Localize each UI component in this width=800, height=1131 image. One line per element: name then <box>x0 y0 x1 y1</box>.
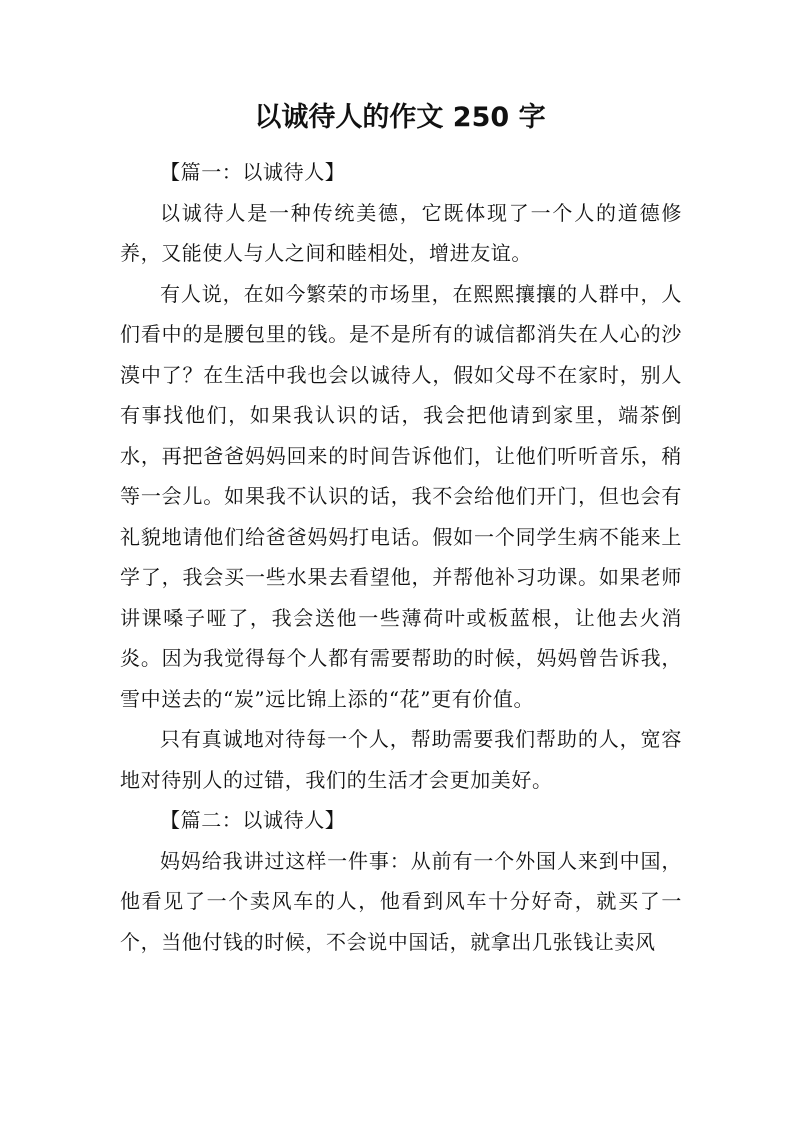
paragraph-1-2: 有人说，在如今繁荣的市场里，在熙熙攘攘的人群中，人们看中的是腰包里的钱。是不是所有的诚信都消失在人心的沙漠中了？在生活中我也会以诚待人，假如父母不在家时，别人有事找他们，如果我认识的话，我会把他请到家里，端茶倒水，再把爸爸妈妈回来的时间告诉他们，让他们听听音乐，稍等一会儿。如果我不认识的话，我不会给他们开门，但也会有礼貌地请他们给爸爸妈妈打电话。假如一个同学生病不能来上学了，我会买一些水果去看望他，并帮他补习功课。如果老师讲课嗓子哑了，我会送他一些薄荷叶或板蓝根，让他去火消炎。因为我觉得每个人都有需要帮助的时候，妈妈曾告诉我，雪中送去的“炭”远比锦上添的“花”更有价值。 <box>120 281 682 711</box>
document-title: 以诚待人的作文 250 字 <box>254 102 546 133</box>
document-body <box>120 152 682 962</box>
paragraph-1-3: 只有真诚地对待每一个人，帮助需要我们帮助的人，宽容地对待别人的过错，我们的生活才会更加美好。 <box>120 727 682 792</box>
section-heading-1: 【篇一：以诚待人】 <box>160 160 346 184</box>
paragraph-2-1: 妈妈给我讲过这样一件事：从前有一个外国人来到中国，他看见了一个卖风车的人，他看到风车十分好奇，就买了一个，当他付钱的时候，不会说中国话，就拿出几张钱让卖风 <box>120 848 682 954</box>
paragraph-1-1: 以诚待人是一种传统美德，它既体现了一个人的道德修养，又能使人与人之间和睦相处，增进友谊。 <box>120 200 682 265</box>
section-heading-2: 【篇二：以诚待人】 <box>160 808 346 832</box>
